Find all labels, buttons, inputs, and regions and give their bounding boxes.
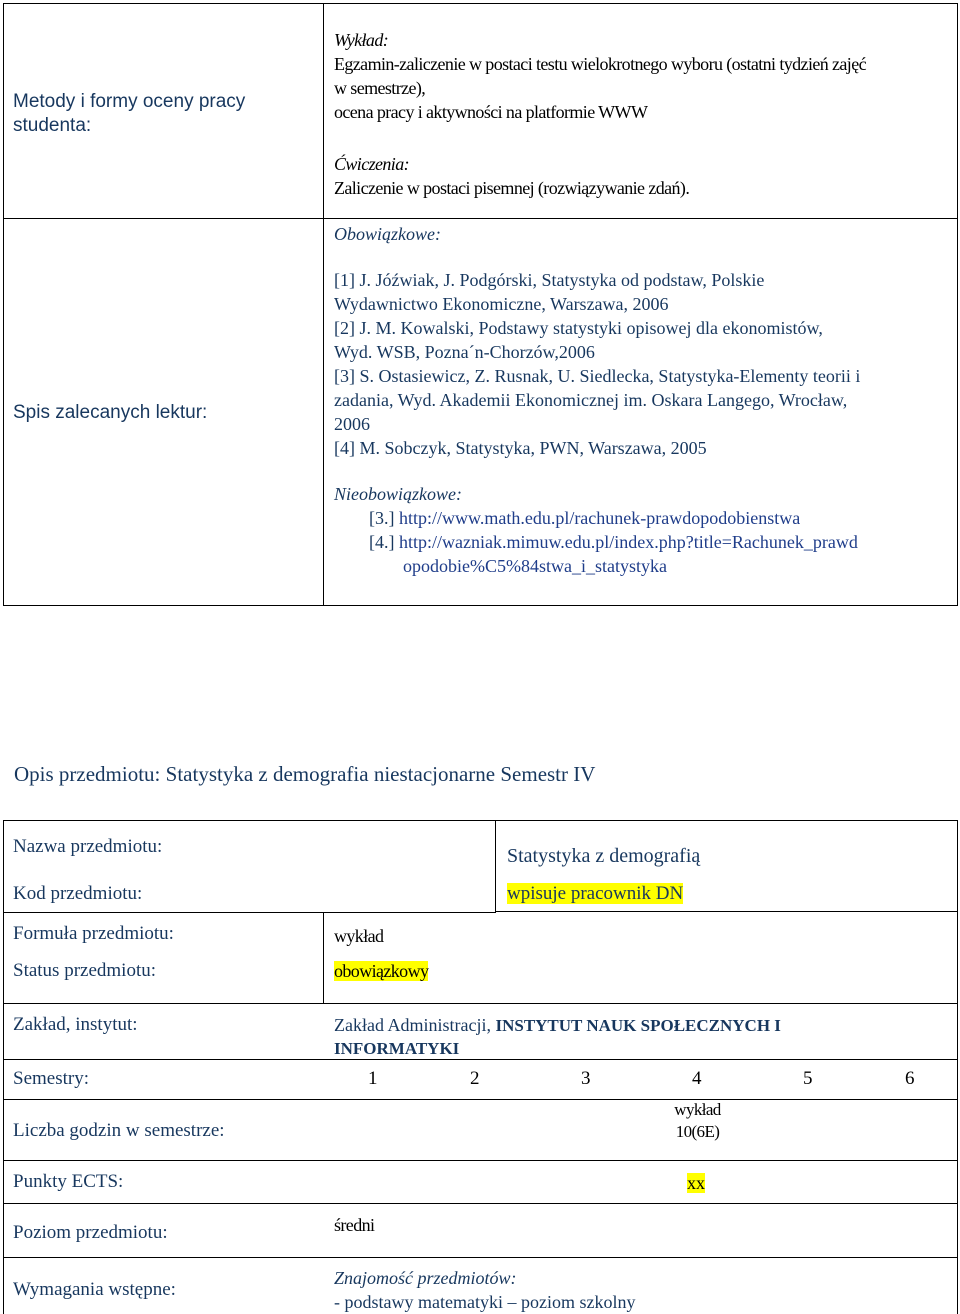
course-ects-label: Punkty ECTS: bbox=[13, 1171, 124, 1192]
mandatory-line-7: 2006 bbox=[334, 414, 370, 434]
requirements-value bbox=[334, 1266, 934, 1314]
course-formula-label: Formuła przedmiotu: bbox=[13, 923, 174, 944]
table-border-left bbox=[3, 3, 4, 606]
course-formula-divider bbox=[323, 912, 324, 1004]
level-value: średni bbox=[334, 1215, 375, 1235]
readings-content bbox=[334, 222, 954, 578]
course-border-right bbox=[957, 820, 958, 1314]
mandatory-line-4: Wyd. WSB, Pozna´n-Chorzów,2006 bbox=[334, 342, 595, 362]
course-status-value bbox=[334, 959, 428, 983]
department-institute-2: INFORMATYKI bbox=[334, 1039, 460, 1058]
table-border-right bbox=[957, 3, 958, 606]
department-name: Zakład Administracji, bbox=[334, 1015, 496, 1035]
hours-value: 10(6E) bbox=[675, 1122, 720, 1141]
optional-item-3-link[interactable]: http://www.math.edu.pl/rachunek-prawdopodobienstwa bbox=[399, 508, 801, 528]
course-code-row-bottom bbox=[3, 912, 496, 913]
optional-heading: Nieobowiązkowe: bbox=[334, 484, 462, 504]
table-border-bottom bbox=[3, 605, 958, 606]
course-name-value: Statystyka z demografią bbox=[507, 845, 701, 867]
lecture-line-2: w semestrze), bbox=[334, 78, 426, 98]
mandatory-line-6: zadania, Wyd. Akademii Ekonomicznej im. Oskara Langego, Wrocław, bbox=[334, 390, 848, 410]
exercises-heading: Ćwiczenia: bbox=[334, 154, 409, 174]
semester-5: 5 bbox=[803, 1068, 813, 1089]
methods-label-line1: Metody i formy oceny pracy bbox=[13, 91, 246, 112]
course-semesters-row-bottom bbox=[3, 1099, 958, 1100]
mandatory-line-5: [3] S. Ostasiewicz, Z. Rusnak, U. Siedlecka, Statystyka-Elementy teorii i bbox=[334, 366, 861, 386]
optional-item-3 bbox=[334, 506, 954, 530]
semester-4: 4 bbox=[692, 1068, 702, 1089]
optional-item-4 bbox=[334, 530, 954, 554]
lecture-heading: Wykład: bbox=[334, 30, 389, 50]
lecture-line-1: Egzamin-zaliczenie w postaci testu wielokrotnego wyboru (ostatni tydzień zajęć bbox=[334, 54, 866, 74]
lecture-line-3: ocena pracy i aktywności na platformie WWW bbox=[334, 102, 648, 122]
hours-cell bbox=[650, 1099, 745, 1143]
methods-label-line2: studenta: bbox=[13, 115, 92, 136]
department-institute-1: INSTYTUT NAUK SPOŁECZNYCH I bbox=[495, 1016, 781, 1035]
methods-content bbox=[334, 28, 954, 200]
course-code-value bbox=[507, 882, 683, 906]
optional-item-4-prefix: [4.] bbox=[369, 532, 399, 552]
course-department-label: Zakład, instytut: bbox=[13, 1014, 138, 1035]
section-title: Opis przedmiotu: Statystyka z demografia niestacjonarne Semestr IV bbox=[14, 762, 596, 786]
mandatory-line-2: Wydawnictwo Ekonomiczne, Warszawa, 2006 bbox=[334, 294, 669, 314]
semester-1: 1 bbox=[368, 1068, 378, 1089]
mandatory-heading: Obowiązkowe: bbox=[334, 224, 441, 244]
course-ects-row-bottom bbox=[3, 1203, 958, 1204]
table-border-top bbox=[3, 3, 958, 4]
course-hours-row-bottom bbox=[3, 1160, 958, 1161]
course-name-box-left bbox=[495, 820, 496, 912]
course-border-top-left bbox=[3, 820, 495, 821]
course-border-left bbox=[3, 820, 4, 1314]
course-code-label: Kod przedmiotu: bbox=[13, 883, 143, 904]
course-level-label: Poziom przedmiotu: bbox=[13, 1222, 168, 1243]
ects-highlight: xx bbox=[687, 1173, 705, 1193]
semester-6: 6 bbox=[905, 1068, 915, 1089]
semester-2: 2 bbox=[470, 1068, 480, 1089]
course-code-highlight: wpisuje pracownik DN bbox=[507, 883, 684, 904]
course-name-label: Nazwa przedmiotu: bbox=[13, 836, 163, 857]
mandatory-line-8: [4] M. Sobczyk, Statystyka, PWN, Warszawa, 2005 bbox=[334, 438, 707, 458]
optional-item-3-prefix: [3.] bbox=[369, 508, 399, 528]
table-column-divider bbox=[323, 3, 324, 606]
course-status-label: Status przedmiotu: bbox=[13, 960, 157, 981]
readings-label: Spis zalecanych lektur: bbox=[13, 402, 208, 423]
optional-item-4-link[interactable]: http://wazniak.mimuw.edu.pl/index.php?title=Rachunek_prawd bbox=[399, 532, 858, 552]
course-hours-label: Liczba godzin w semestrze: bbox=[13, 1120, 225, 1141]
course-requirements-label: Wymagania wstępne: bbox=[13, 1279, 176, 1300]
course-semesters-label: Semestry: bbox=[13, 1068, 89, 1089]
table-row-divider bbox=[3, 218, 958, 219]
mandatory-line-1: [1] J. Jóźwiak, J. Podgórski, Statystyka od podstaw, Polskie bbox=[334, 270, 765, 290]
methods-label bbox=[13, 90, 313, 138]
optional-item-4-link-continuation[interactable]: opodobie%C5%84stwa_i_statystyka bbox=[403, 556, 667, 576]
course-formula-value: wykład bbox=[334, 926, 384, 946]
hours-type: wykład bbox=[674, 1100, 721, 1119]
course-level-row-bottom bbox=[3, 1257, 958, 1258]
course-name-box-top bbox=[495, 820, 958, 821]
course-name-box-bottom bbox=[495, 911, 958, 912]
requirements-heading: Znajomość przedmiotów: bbox=[334, 1268, 517, 1288]
exercises-line: Zaliczenie w postaci pisemnej (rozwiązywanie zdań). bbox=[334, 178, 690, 198]
course-department-value bbox=[334, 1014, 934, 1060]
semester-3: 3 bbox=[581, 1068, 591, 1089]
course-status-row-bottom bbox=[3, 1003, 958, 1004]
course-status-highlight: obowiązkowy bbox=[334, 961, 429, 981]
ects-value bbox=[687, 1171, 705, 1195]
requirements-line: - podstawy matematyki – poziom szkolny bbox=[334, 1292, 636, 1312]
mandatory-line-3: [2] J. M. Kowalski, Podstawy statystyki opisowej dla ekonomistów, bbox=[334, 318, 823, 338]
